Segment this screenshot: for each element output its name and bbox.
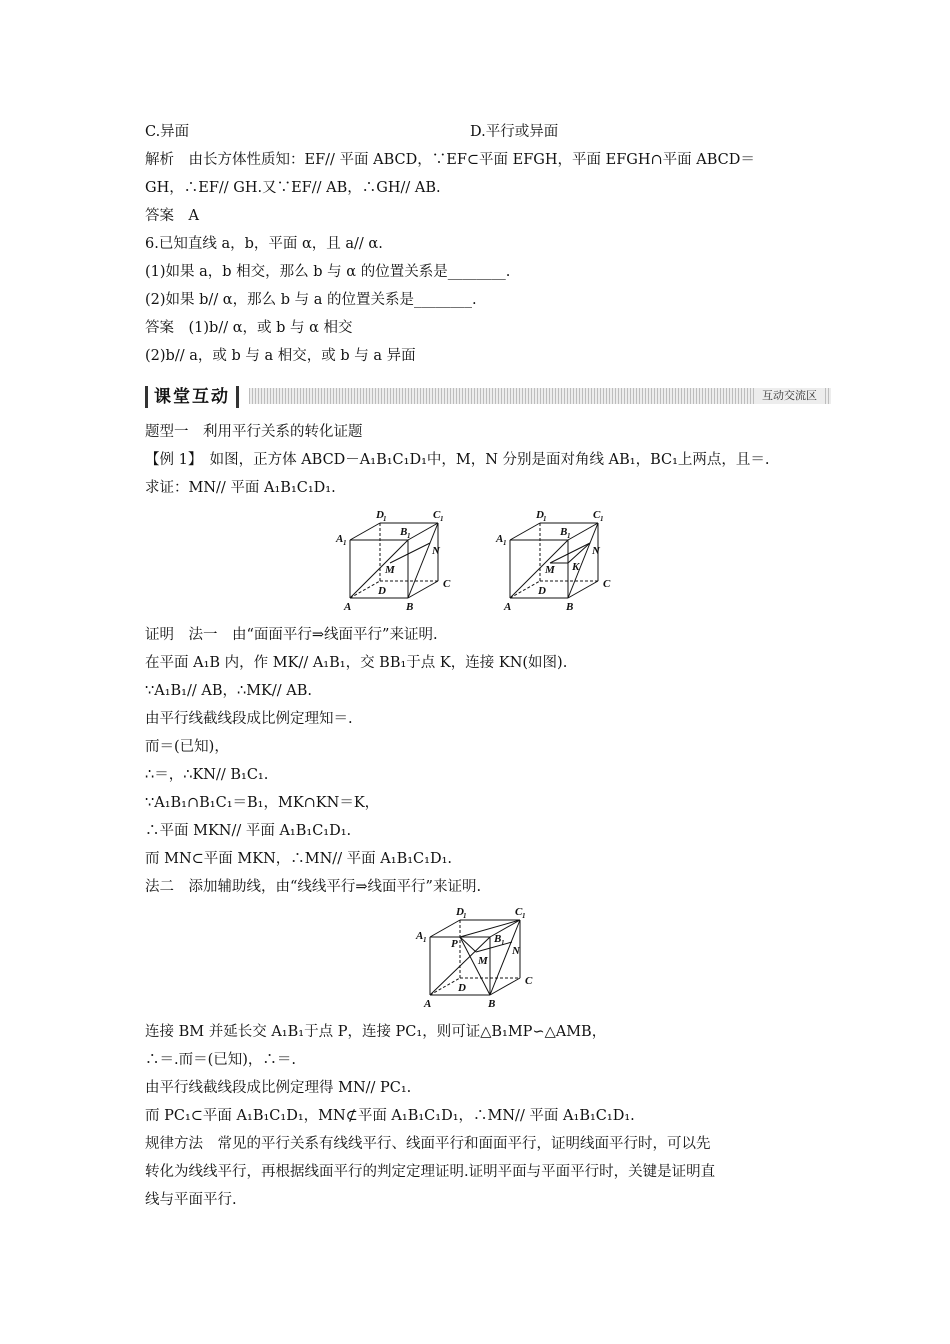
option-c: C.异面 bbox=[145, 124, 190, 140]
question-6-part-1: (1)如果 a，b 相交，那么 b 与 α 的位置关系是________. bbox=[145, 264, 511, 280]
analysis-line-1: 解析 由长方体性质知：EF// 平面 ABCD，∵EF⊂平面 EFGH，平面 EFGH∩平面 ABCD＝ bbox=[145, 152, 755, 168]
label-A1-sub: 1 bbox=[503, 539, 507, 547]
label-D: D bbox=[458, 982, 466, 994]
label-B1: B bbox=[400, 526, 408, 538]
label-A1: A bbox=[496, 533, 504, 545]
cube-figure-1 bbox=[330, 505, 470, 617]
label-B: B bbox=[566, 601, 574, 613]
label-A: A bbox=[504, 601, 512, 613]
label-M: M bbox=[545, 564, 555, 576]
answer-6-part-1: 答案 (1)b// α，或 b 与 α 相交 bbox=[145, 320, 353, 336]
example-1-statement: 【例 1】 如图，正方体 ABCD－A₁B₁C₁D₁中，M，N 分别是面对角线 AB₁，BC₁上两点，且＝. bbox=[145, 452, 770, 468]
topic-heading: 题型一 利用平行关系的转化证题 bbox=[145, 424, 363, 440]
proof-step-7: ∴平面 MKN// 平面 A₁B₁C₁D₁. bbox=[145, 823, 352, 839]
label-C1: C bbox=[433, 509, 441, 521]
label-B1-sub: 1 bbox=[407, 532, 411, 540]
label-A: A bbox=[344, 601, 352, 613]
label-D1-sub: 1 bbox=[543, 515, 547, 523]
label-K: K bbox=[572, 561, 580, 573]
banner-stripe bbox=[249, 388, 831, 404]
proof-method-1: 证明 法一 由“面面平行⇒线面平行”来证明. bbox=[145, 627, 438, 643]
proof-method-2: 法二 添加辅助线，由“线线平行⇒线面平行”来证明. bbox=[145, 879, 482, 895]
section-banner bbox=[145, 386, 831, 408]
label-P: P bbox=[451, 938, 458, 950]
label-M: M bbox=[385, 564, 395, 576]
label-B: B bbox=[488, 998, 496, 1010]
label-C: C bbox=[443, 578, 451, 590]
label-N: N bbox=[432, 545, 440, 557]
label-C: C bbox=[603, 578, 611, 590]
label-D1-sub: 1 bbox=[383, 515, 387, 523]
label-D: D bbox=[538, 585, 546, 597]
answer-5: 答案 A bbox=[145, 208, 199, 224]
question-6-part-2: (2)如果 b// α，那么 b 与 a 的位置关系是________. bbox=[145, 292, 477, 308]
label-C: C bbox=[525, 975, 533, 987]
proof-step-3: 由平行线截线段成比例定理知＝. bbox=[145, 711, 353, 727]
label-B1: B bbox=[560, 526, 568, 538]
proof-2-step-1: 连接 BM 并延长交 A₁B₁于点 P，连接 PC₁，则可证△B₁MP∽△AMB， bbox=[145, 1024, 607, 1040]
proof-step-1: 在平面 A₁B 内，作 MK// A₁B₁，交 BB₁于点 K，连接 KN(如图). bbox=[145, 655, 568, 671]
proof-step-5: ∴＝，∴KN// B₁C₁. bbox=[145, 767, 269, 783]
banner-title: 课堂互动 bbox=[145, 386, 239, 408]
proof-step-4: 而＝(已知)， bbox=[145, 739, 229, 755]
proof-2-step-4: 而 PC₁⊂平面 A₁B₁C₁D₁，MN⊄平面 A₁B₁C₁D₁，∴MN// 平面 A₁B₁C₁D₁. bbox=[145, 1108, 635, 1124]
proof-2-step-2: ∴＝.而＝(已知)，∴＝. bbox=[145, 1052, 297, 1068]
label-C1-sub: 1 bbox=[600, 515, 604, 523]
label-D1: D bbox=[456, 906, 464, 918]
proof-step-2: ∵A₁B₁// AB，∴MK// AB. bbox=[145, 683, 313, 699]
label-M: M bbox=[478, 955, 488, 967]
method-summary-2: 转化为线线平行，再根据线面平行的判定定理证明.证明平面与平面平行时，关键是证明直 bbox=[145, 1164, 716, 1180]
analysis-line-2: GH，∴EF// GH.又∵EF// AB，∴GH// AB. bbox=[145, 180, 441, 196]
question-6: 6.已知直线 a，b，平面 α，且 a// α. bbox=[145, 236, 383, 252]
label-C1: C bbox=[593, 509, 601, 521]
cube-figure-3 bbox=[410, 902, 550, 1014]
label-A: A bbox=[424, 998, 432, 1010]
proof-step-8: 而 MN⊂平面 MKN，∴MN// 平面 A₁B₁C₁D₁. bbox=[145, 851, 452, 867]
label-C1: C bbox=[515, 906, 523, 918]
label-D1: D bbox=[536, 509, 544, 521]
label-A1-sub: 1 bbox=[343, 539, 347, 547]
method-summary-3: 线与平面平行. bbox=[145, 1192, 237, 1208]
label-N: N bbox=[592, 545, 600, 557]
label-D: D bbox=[378, 585, 386, 597]
label-B1-sub: 1 bbox=[567, 532, 571, 540]
proof-2-step-3: 由平行线截线段成比例定理得 MN// PC₁. bbox=[145, 1080, 412, 1096]
label-C1-sub: 1 bbox=[522, 912, 526, 920]
method-summary-1: 规律方法 常见的平行关系有线线平行、线面平行和面面平行，证明线面平行时，可以先 bbox=[145, 1136, 711, 1152]
label-A1: A bbox=[336, 533, 344, 545]
label-A1-sub: 1 bbox=[423, 936, 427, 944]
label-D1: D bbox=[376, 509, 384, 521]
label-D1-sub: 1 bbox=[463, 912, 467, 920]
label-C1-sub: 1 bbox=[440, 515, 444, 523]
answer-6-part-2: (2)b// a，或 b 与 a 相交，或 b 与 a 异面 bbox=[145, 348, 416, 364]
label-B1-sub: 1 bbox=[501, 939, 505, 947]
label-A1: A bbox=[416, 930, 424, 942]
banner-tag: 互动交流区 bbox=[756, 388, 823, 404]
proof-step-6: ∵A₁B₁∩B₁C₁＝B₁，MK∩KN＝K， bbox=[145, 795, 380, 811]
option-d: D.平行或异面 bbox=[470, 124, 559, 140]
example-1-goal: 求证：MN// 平面 A₁B₁C₁D₁. bbox=[145, 480, 336, 496]
cube-figure-2 bbox=[490, 505, 630, 617]
label-B: B bbox=[406, 601, 414, 613]
label-N: N bbox=[512, 945, 520, 957]
label-B1: B bbox=[494, 933, 502, 945]
